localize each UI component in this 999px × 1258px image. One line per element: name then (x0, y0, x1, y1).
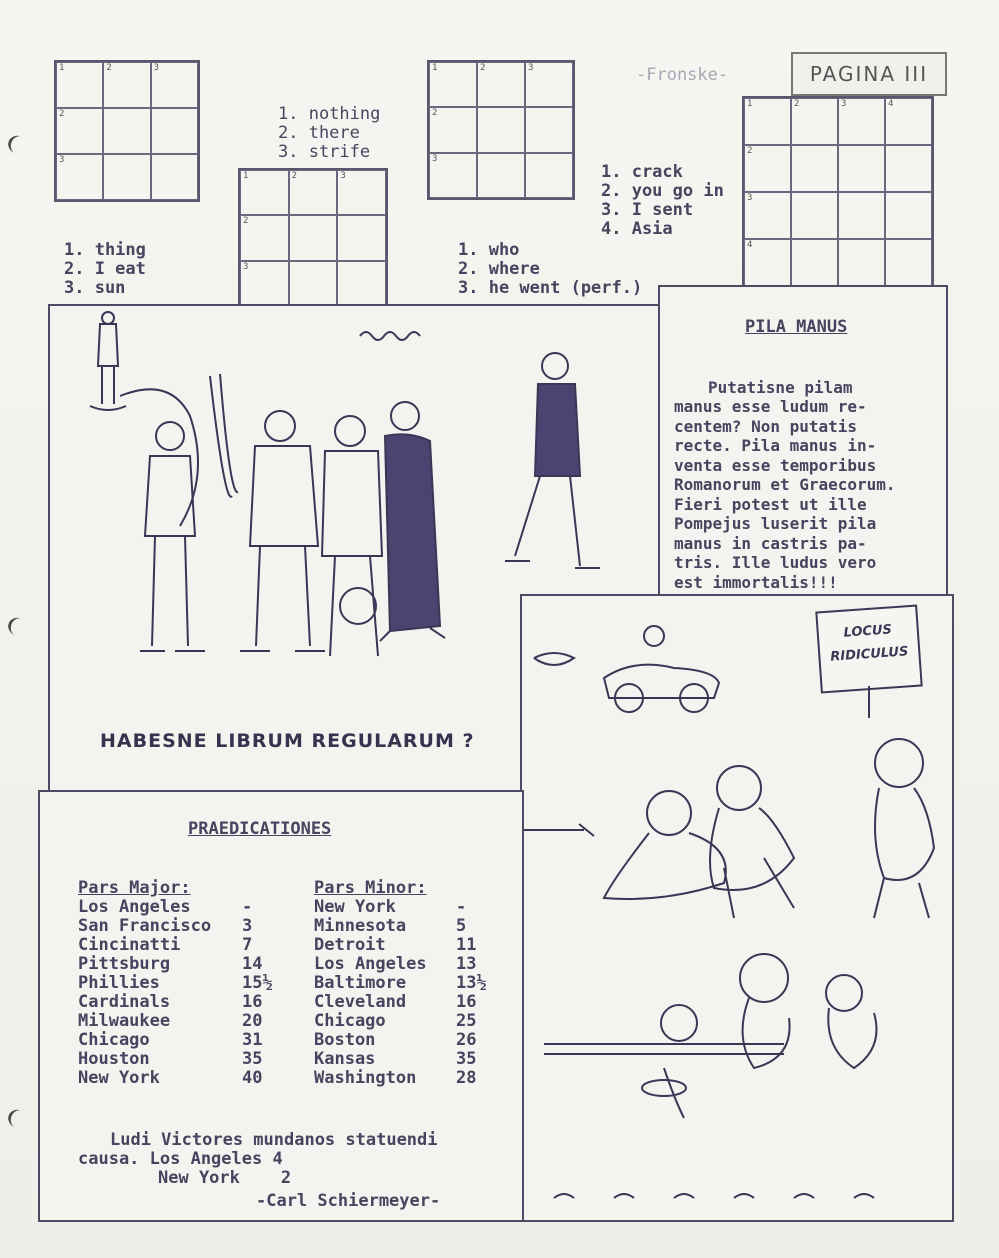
crossword-grid-3: 1 2 3 2 3 (427, 60, 575, 200)
page-label: PAGINA III (791, 52, 947, 96)
cartoon-caption: HABESNE LIBRUM REGULARUM ? (100, 730, 475, 752)
pars-major-list: Pars Major: Los Angeles San Francisco Cincinatti Pittsburg Phillies Cardinals Milwaukee Chicago Houston New York (78, 878, 212, 1088)
locus-sign-line2: RIDICULUS (829, 644, 909, 665)
praedicationes-title: PRAEDICATIONES (188, 819, 332, 839)
crossword-grid-1: 1 2 3 2 3 (54, 60, 200, 202)
pars-minor-values: - 5 11 13 13½ 16 25 26 35 28 (456, 897, 487, 1088)
crossword-grid-2: 1 2 3 2 3 (238, 168, 388, 308)
world-series-prediction: Ludi Victores mundanos statuendi causa. Los Angeles 4 New York 2 (78, 1130, 438, 1188)
puzzle-3-clues: 1. who 2. where 3. he went (perf.) (458, 240, 643, 298)
pars-minor-list: Pars Minor: New York Minnesota Detroit Los Angeles Baltimore Cleveland Chicago Boston Kansas Washington (314, 878, 427, 1088)
pila-manus-body: Putatisne pilam manus esse ludum re- centem? Non putatis recte. Pila manus in- venta esse temporibus Romanorum et Graecorum. Fieri potest ut ille Pompejus luserit pila manus in castris pa- tris. Ille ludus vero est immortalis!!! (674, 377, 896, 592)
locus-ridiculus-illustration (524, 598, 946, 1214)
binder-hole (6, 615, 32, 639)
praedicationes-byline: -Carl Schiermeyer- (256, 1191, 441, 1211)
crossword-grid-4: 1 2 3 4 2 3 4 (742, 96, 934, 288)
puzzle-1-clues: 1. thing 2. I eat 3. sun (64, 240, 146, 298)
pars-major-values: - 3 7 14 15½ 16 20 31 35 40 (242, 897, 273, 1088)
puzzle-4-clues: 1. crack 2. you go in 3. I sent 4. Asia (601, 162, 724, 239)
locus-sign-line1: LOCUS (843, 622, 893, 641)
pila-manus-title: PILA MANUS (745, 317, 848, 337)
author-tag: -Fronske- (636, 65, 729, 85)
puzzle-2-clues: 1. nothing 2. there 3. strife (278, 104, 381, 162)
binder-hole (6, 1107, 32, 1131)
binder-hole (6, 133, 32, 157)
